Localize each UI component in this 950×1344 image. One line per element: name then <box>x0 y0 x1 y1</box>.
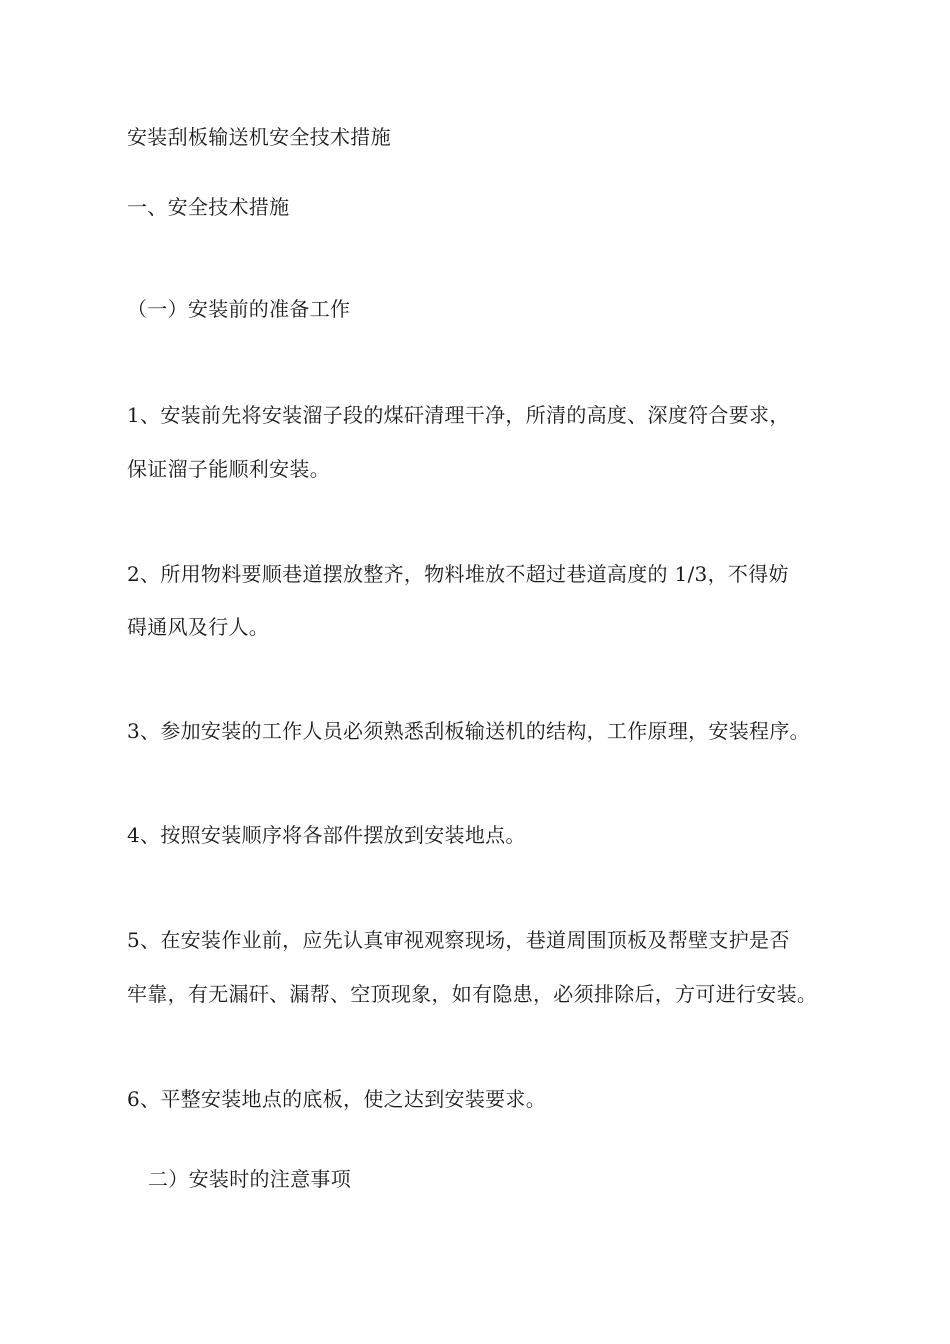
item-2-line-1: 2、所用物料要顺巷道摆放整齐，物料堆放不超过巷道高度的 1/3，不得妨 <box>127 562 789 586</box>
item-5-line-1: 5、在安装作业前，应先认真审视观察现场，巷道周围顶板及帮壁支护是否 <box>127 928 790 952</box>
item-4-line-1: 4、按照安装顺序将各部件摆放到安装地点。 <box>127 823 526 847</box>
item-5-line-2: 牢靠，有无漏矸、漏帮、空顶现象，如有隐患，必须排除后，方可进行安装。 <box>127 982 818 1006</box>
item-6-line-1: 6、平整安装地点的底板，使之达到安装要求。 <box>127 1087 547 1111</box>
item-3-line-1: 3、参加安装的工作人员必须熟悉刮板输送机的结构，工作原理，安装程序。 <box>127 719 810 743</box>
item-1-line-1: 1、安装前先将安装溜子段的煤矸清理干净，所清的高度、深度符合要求， <box>127 403 790 427</box>
subsection-heading-preparation: （一）安装前的准备工作 <box>127 297 351 321</box>
document-title: 安装刮板输送机安全技术措施 <box>127 125 391 149</box>
item-2-line-2: 碍通风及行人。 <box>127 615 270 639</box>
subsection-heading-installation-notes: 二）安装时的注意事项 <box>148 1167 351 1191</box>
section-heading-safety-measures: 一、安全技术措施 <box>127 195 290 219</box>
item-1-line-2: 保证溜子能顺利安装。 <box>127 457 330 481</box>
